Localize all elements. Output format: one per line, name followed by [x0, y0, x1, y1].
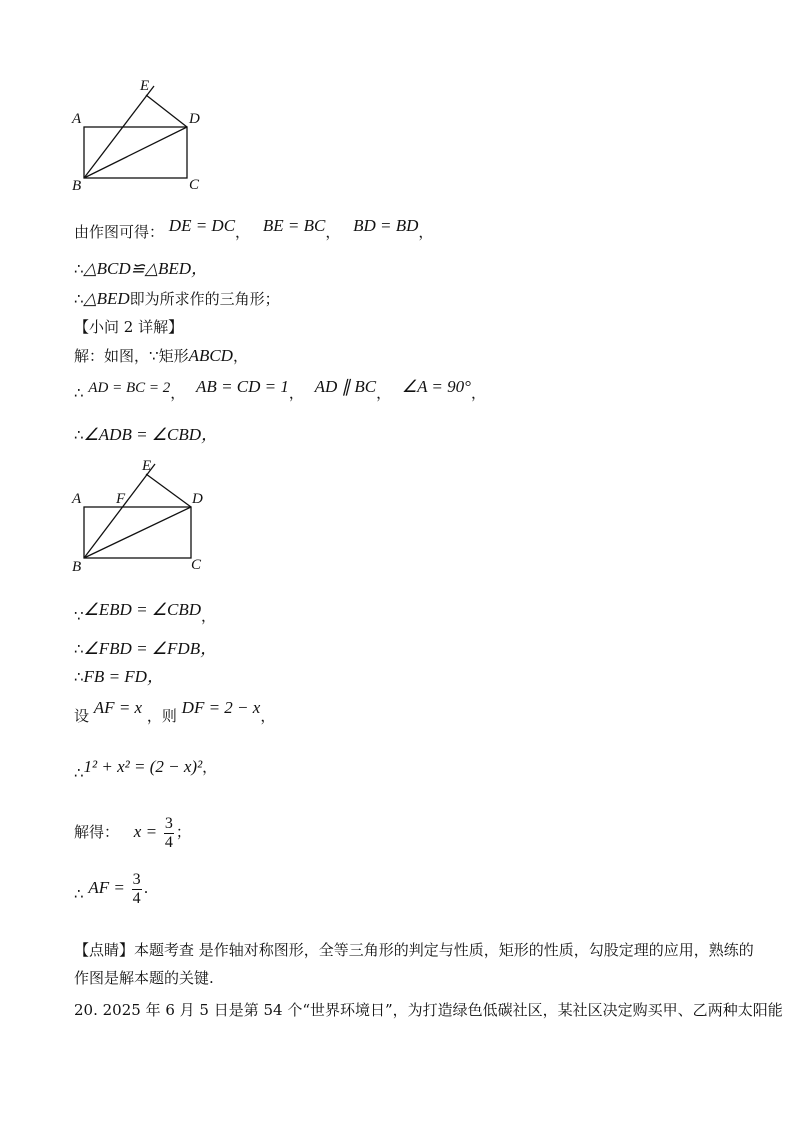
segment-ed — [146, 95, 187, 127]
label-f: F — [116, 491, 126, 507]
label-d: D — [189, 111, 200, 127]
line-solve-x: 解得： x = $\frac{3}{4}$ ； — [74, 814, 191, 851]
label-a: A — [72, 491, 82, 507]
segment-be — [84, 86, 154, 178]
section-heading: 【小问 2 详解】 — [74, 318, 184, 336]
label-c: C — [189, 177, 200, 193]
line-pythagoras: ∴1² + x² = (2 − x)²， — [74, 757, 218, 782]
line-equal-base-angles: ∴∠FBD = ∠FDB， — [74, 639, 218, 658]
line-given-equal-angles: ∵∠EBD = ∠CBD， — [74, 600, 217, 625]
line-alternate-angles: ∴∠ADB = ∠CBD， — [74, 425, 219, 444]
line-answer-af: ∴ AF = $\frac{3}{4}$ . — [74, 870, 149, 907]
line-solution-start: 解：如图，∵矩形ABCD， — [74, 346, 248, 365]
line-required-triangle: ∴△BED即为所求作的三角形； — [74, 289, 280, 308]
next-problem: 20. 2025 年 6 月 5 日是第 54 个“世界环境日”，为打造绿色低碳社区，某社区决定购买甲、乙两种太阳能 — [74, 1001, 783, 1019]
fraction-three-quarters: $\frac{3}{4}$ — [132, 870, 141, 907]
line-equal-sides: ∴FB = FD， — [74, 667, 164, 686]
label-c: C — [191, 557, 202, 573]
segment-bd — [84, 127, 187, 178]
comment-line-2: 作图是解本题的关键. — [74, 969, 214, 987]
geometry-figure-1 — [70, 75, 220, 195]
segment-ed — [146, 474, 191, 507]
label-b: B — [72, 178, 82, 194]
line-by-construction: 由作图可得： DE = DC， BE = BC， BD = BD， — [74, 216, 434, 241]
line-congruent: ∴△BCD≌△BED， — [74, 259, 208, 278]
fraction-three-quarters: $\frac{3}{4}$ — [164, 814, 173, 851]
line-let-af: 设 AF = x ，则 DF = 2 − x， — [74, 698, 276, 725]
label-e: E — [142, 458, 152, 474]
line-rectangle-props: ∴ AD = BC = 2， AB = CD = 1， AD ∥ BC， ∠A = 90°， — [74, 377, 486, 402]
segment-be — [84, 464, 155, 558]
geometry-figure-2 — [70, 455, 220, 577]
label-e: E — [140, 78, 150, 94]
comment-line-1: 【点睛】本题考查 是作轴对称图形，全等三角形的判定与性质，矩形的性质，勾股定理的应用，熟练的 — [74, 941, 754, 959]
segment-bd — [84, 507, 191, 558]
label-b: B — [72, 559, 82, 575]
label-d: D — [192, 491, 203, 507]
label-a: A — [72, 111, 82, 127]
